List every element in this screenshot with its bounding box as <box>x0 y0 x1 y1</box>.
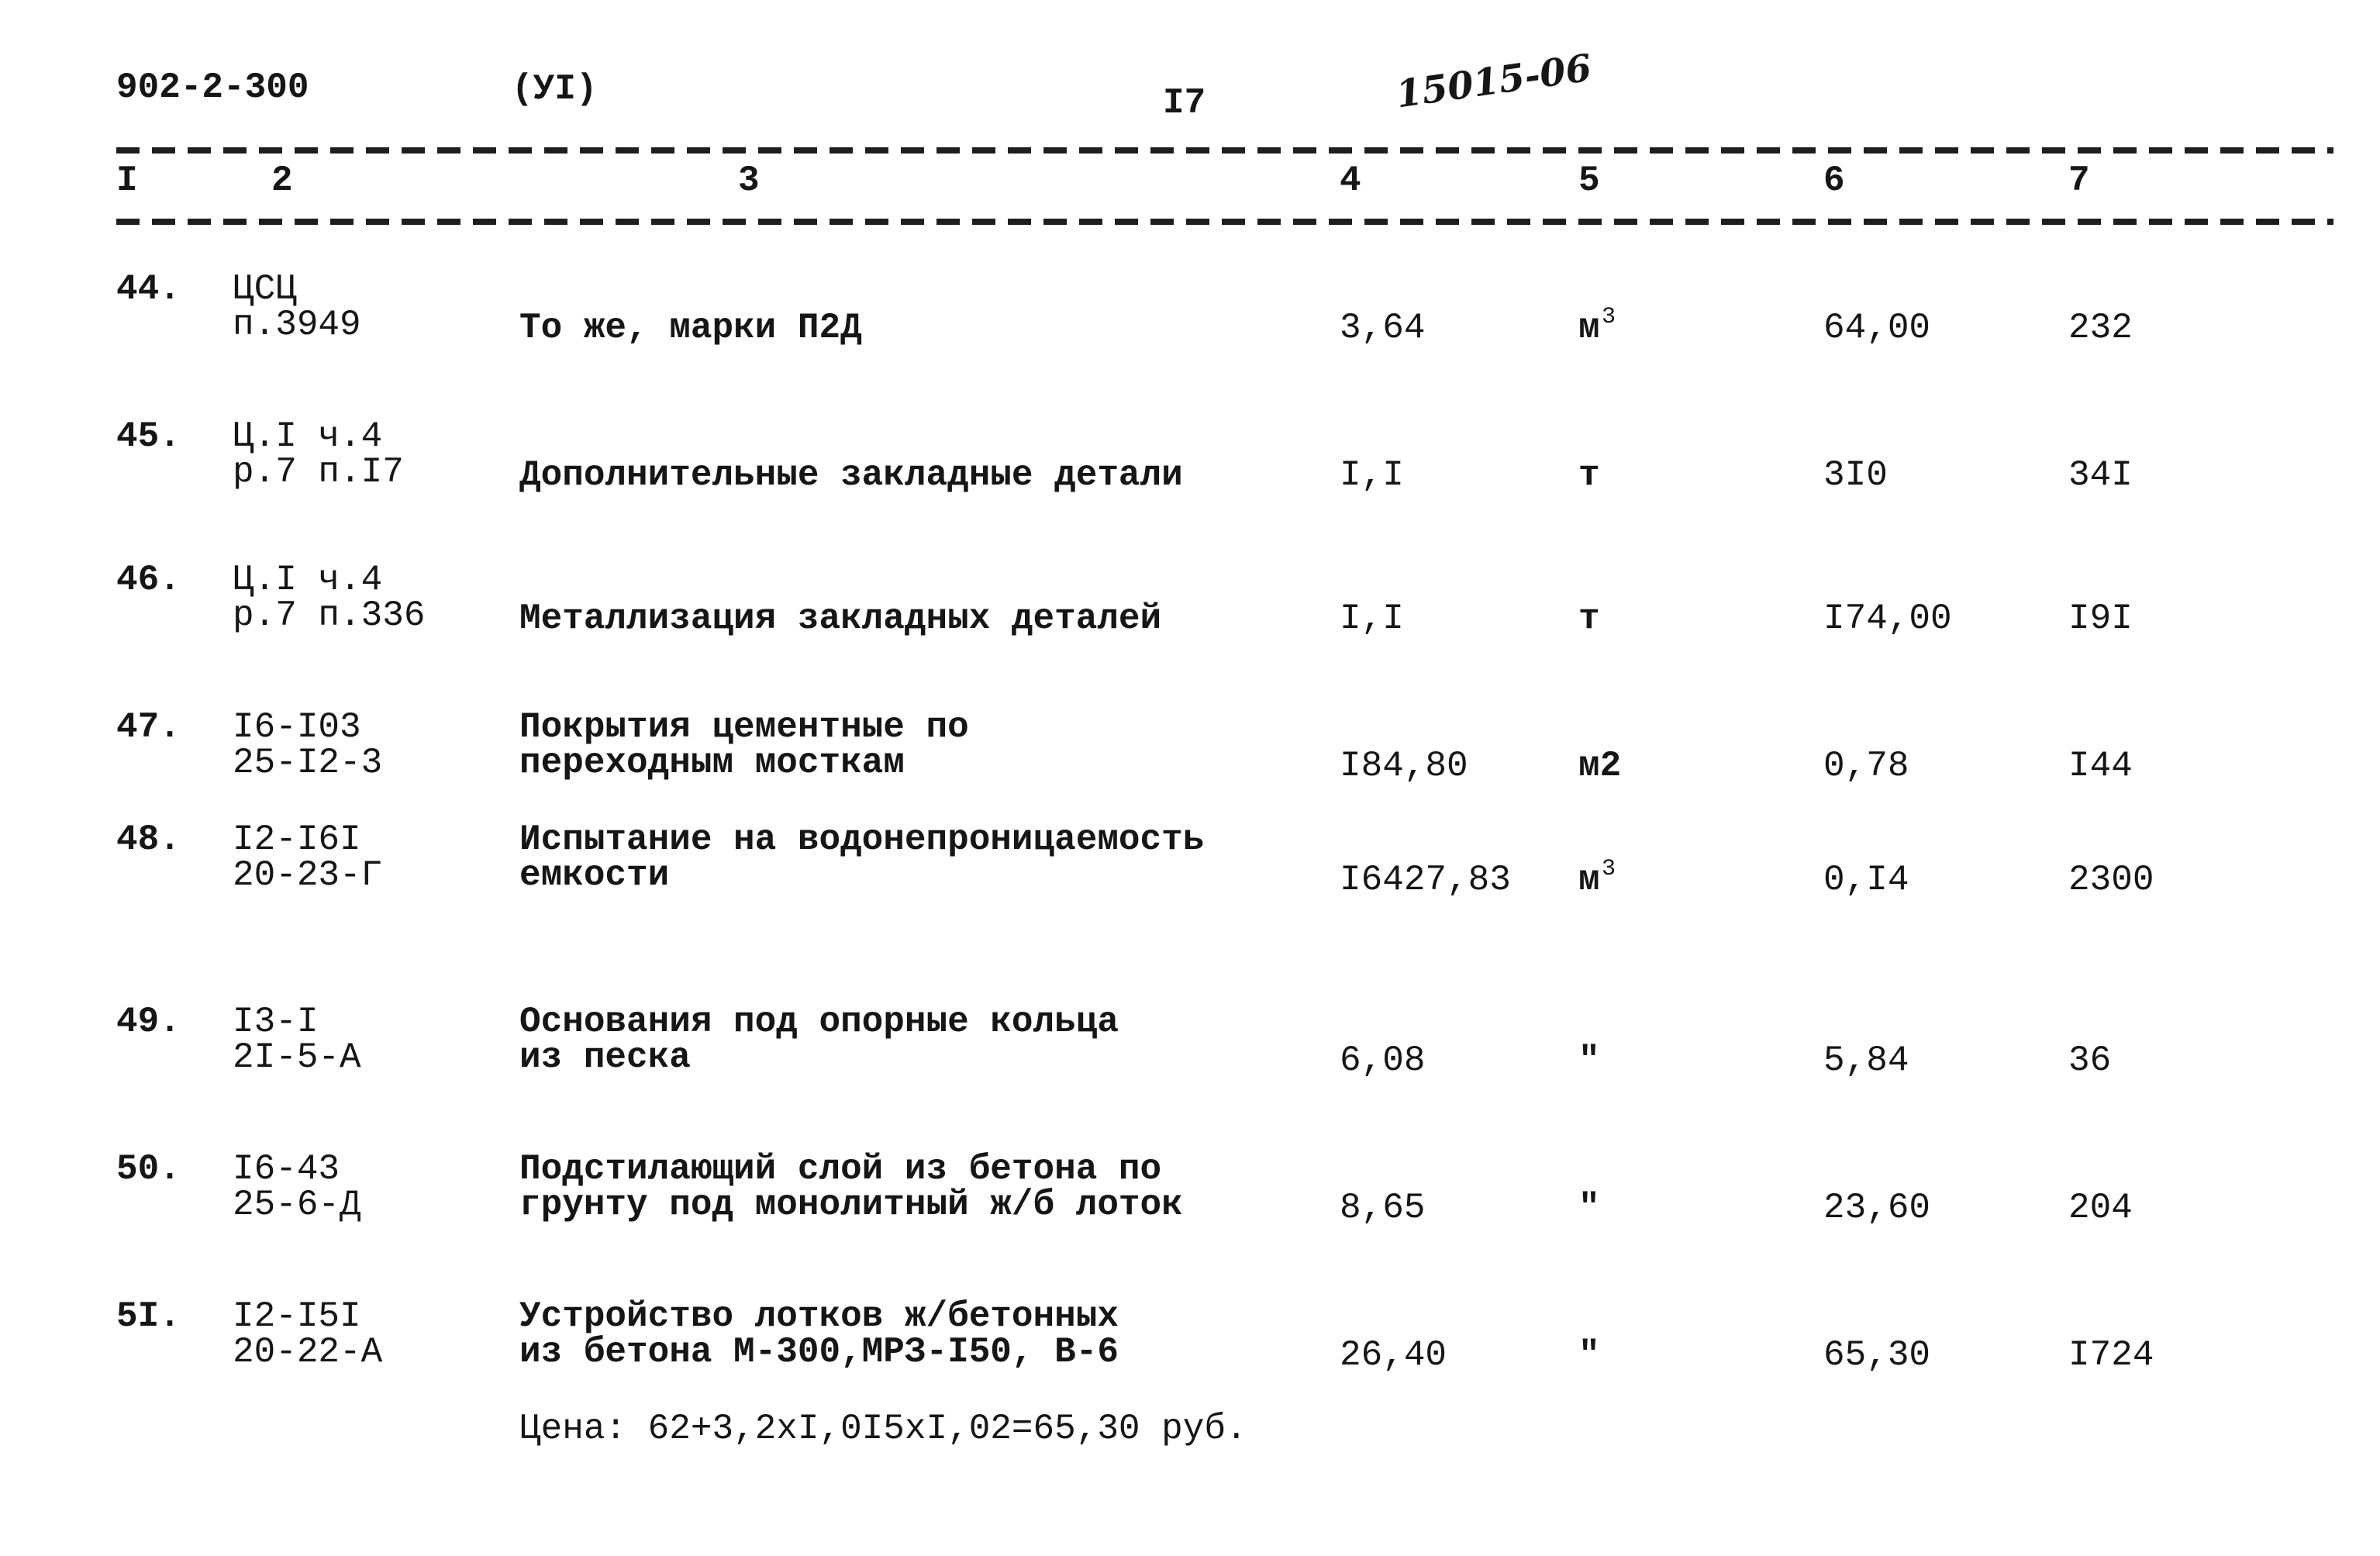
unit: " <box>1578 1335 1600 1375</box>
norm-code-line-1: I2-I6I <box>233 819 361 860</box>
total-cost: 232 <box>2068 308 2133 348</box>
total-cost: 204 <box>2068 1188 2133 1228</box>
work-name-line-1: То же, марки П2Д <box>519 308 862 348</box>
row-number: 5I. <box>116 1296 181 1337</box>
doc-code: 902-2-300 <box>116 67 309 108</box>
column-header-4: 4 <box>1340 160 1361 201</box>
norm-code-line-2: 20-23-Г <box>233 855 383 895</box>
work-name-line-1: Подстилающий слой из бетона по <box>519 1149 1162 1189</box>
quantity: 6,08 <box>1340 1040 1426 1081</box>
norm-code-line-1: ЦСЦ <box>233 269 297 309</box>
unit: " <box>1578 1040 1600 1081</box>
column-header-1: I <box>116 160 138 201</box>
norm-code-line-1: I3-I <box>233 1002 319 1042</box>
norm-code-line-1: Ц.I ч.4 <box>233 560 383 600</box>
quantity: I,I <box>1340 455 1404 495</box>
unit-price: 5,84 <box>1823 1040 1909 1081</box>
row-number: 48. <box>116 819 181 860</box>
quantity: 26,40 <box>1340 1335 1447 1375</box>
work-name-line-2: емкости <box>519 855 670 895</box>
norm-code-line-1: I6-I03 <box>233 707 361 747</box>
unit-price: 0,78 <box>1823 746 1909 786</box>
header-bottom-rule <box>116 219 2333 225</box>
quantity: I84,80 <box>1340 746 1468 786</box>
quantity: I6427,83 <box>1340 860 1511 900</box>
row-number: 44. <box>116 269 181 309</box>
norm-code-line-2: 20-22-А <box>233 1332 383 1372</box>
unit-exponent: 3 <box>1602 304 1616 330</box>
column-header-6: 6 <box>1823 160 1845 201</box>
norm-code-line-1: I6-43 <box>233 1149 340 1189</box>
unit: м2 <box>1578 746 1622 786</box>
unit-price: 0,I4 <box>1823 860 1909 900</box>
total-cost: I44 <box>2068 746 2133 786</box>
price-footnote: Цена: 62+3,2хI,0I5хI,02=65,30 руб. <box>519 1409 1247 1449</box>
unit: т <box>1578 599 1600 639</box>
row-number: 49. <box>116 1002 181 1042</box>
unit-price: 3I0 <box>1823 455 1888 495</box>
work-name-line-1: Основания под опорные кольца <box>519 1002 1119 1042</box>
work-name-line-2: переходным мосткам <box>519 743 905 783</box>
unit-price: I74,00 <box>1823 599 1952 639</box>
work-name-line-1: Дополнительные закладные детали <box>519 455 1183 495</box>
total-cost: I9I <box>2068 599 2133 639</box>
unit-price: 23,60 <box>1823 1188 1931 1228</box>
work-name-line-1: Покрытия цементные по <box>519 707 969 747</box>
norm-code-line-2: 25-6-Д <box>233 1185 361 1225</box>
row-number: 46. <box>116 560 181 600</box>
unit-exponent: 3 <box>1602 856 1616 882</box>
unit-price: 64,00 <box>1823 308 1931 348</box>
row-number: 45. <box>116 416 181 457</box>
page-number: I7 <box>1163 83 1206 123</box>
unit: " <box>1578 1188 1600 1228</box>
column-header-7: 7 <box>2068 160 2090 201</box>
unit: т <box>1578 455 1600 495</box>
handwritten-reference: 15015-06 <box>1393 46 1595 117</box>
column-header-5: 5 <box>1578 160 1600 201</box>
column-header-3: 3 <box>738 160 760 201</box>
work-name-line-1: Устройство лотков ж/бетонных <box>519 1296 1119 1337</box>
unit: м <box>1578 308 1600 348</box>
norm-code-line-2: 2I-5-А <box>233 1037 361 1078</box>
norm-code-line-2: р.7 п.I7 <box>233 452 404 492</box>
norm-code-line-1: I2-I5I <box>233 1296 361 1337</box>
unit-price: 65,30 <box>1823 1335 1931 1375</box>
total-cost: I724 <box>2068 1335 2154 1375</box>
work-name-line-2: из бетона М-300,МРЗ-I50, В-6 <box>519 1332 1119 1372</box>
total-cost: 2300 <box>2068 860 2154 900</box>
column-header-2: 2 <box>271 160 293 201</box>
unit: м <box>1578 860 1600 900</box>
work-name-line-2: грунту под монолитный ж/б лоток <box>519 1185 1183 1225</box>
total-cost: 36 <box>2068 1040 2112 1081</box>
quantity: I,I <box>1340 599 1404 639</box>
header-top-rule <box>116 147 2333 154</box>
total-cost: 34I <box>2068 455 2133 495</box>
norm-code-line-2: 25-I2-3 <box>233 743 383 783</box>
work-name-line-1: Испытание на водонепроницаемость <box>519 819 1205 860</box>
norm-code-line-2: п.3949 <box>233 305 361 345</box>
album-label: (УI) <box>512 69 598 109</box>
work-name-line-1: Металлизация закладных деталей <box>519 599 1162 639</box>
quantity: 3,64 <box>1340 308 1426 348</box>
work-name-line-2: из песка <box>519 1037 691 1078</box>
norm-code-line-1: Ц.I ч.4 <box>233 416 383 457</box>
row-number: 50. <box>116 1149 181 1189</box>
quantity: 8,65 <box>1340 1188 1426 1228</box>
row-number: 47. <box>116 707 181 747</box>
norm-code-line-2: р.7 п.336 <box>233 595 426 636</box>
